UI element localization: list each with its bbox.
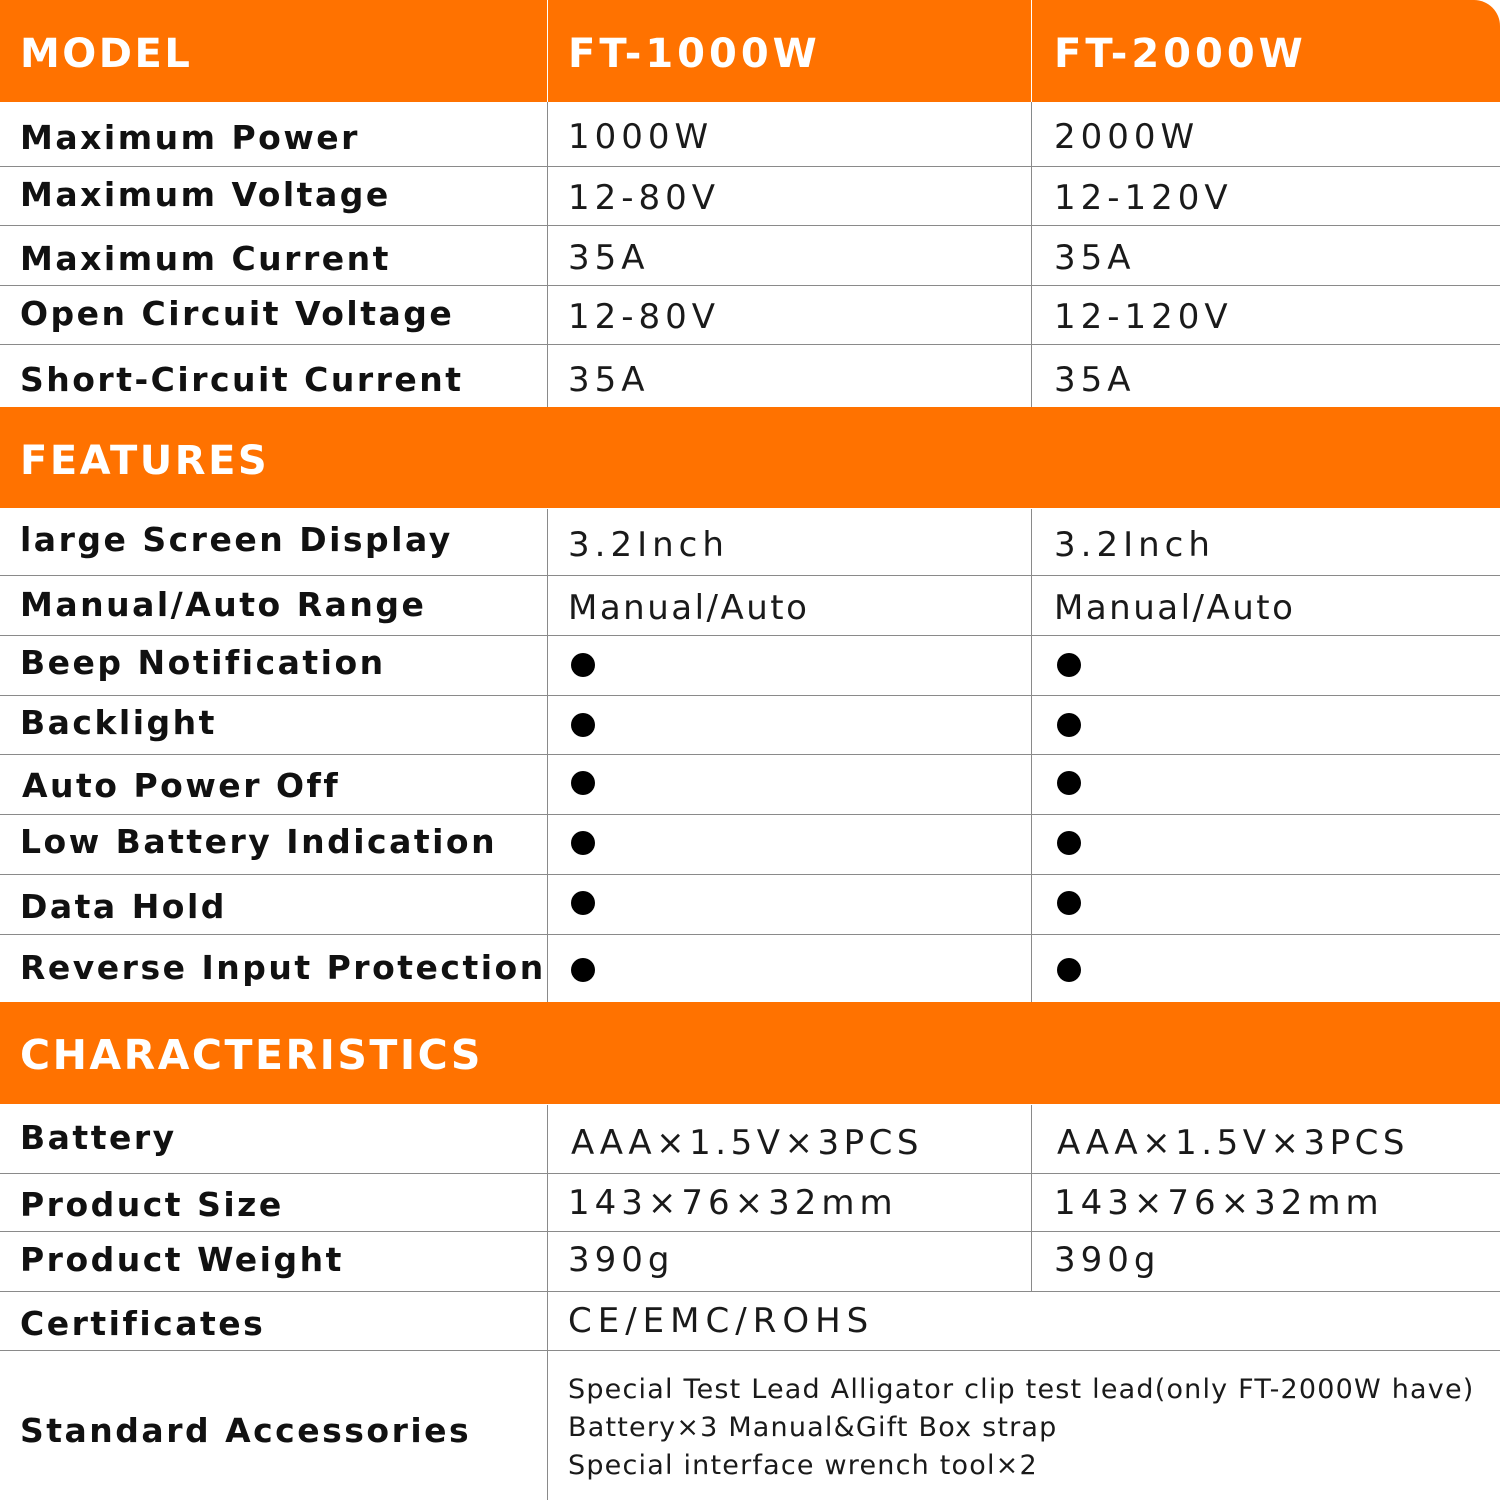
row-divider (0, 344, 1500, 345)
ft-2000w-supported-icon (1057, 958, 1081, 982)
model-header (0, 0, 1500, 102)
ft-1000w-value: 3.2Inch (568, 525, 729, 565)
row-label: Data Hold (20, 887, 227, 926)
row-label: Maximum Power (20, 118, 360, 157)
row-label: Short-Circuit Current (20, 360, 464, 399)
ft-2000w-supported-icon (1057, 653, 1081, 677)
row-label: Low Battery Indication (20, 822, 498, 861)
ft-2000w-supported-icon (1057, 713, 1081, 737)
spec-row (0, 102, 1500, 166)
characteristic-row (0, 1105, 1500, 1173)
row-divider (0, 575, 1500, 576)
column-divider (1031, 0, 1032, 102)
ft-2000w-value: 3.2Inch (1054, 525, 1215, 565)
feature-row (0, 696, 1500, 754)
row-label: Product Weight (20, 1240, 344, 1279)
accessories-line: Special Test Lead Alligator clip test lead(only FT-2000W have) (568, 1374, 1475, 1405)
ft-1000w-value: 12-80V (568, 178, 721, 218)
row-divider (0, 166, 1500, 167)
ft-1000w-supported-icon (571, 958, 595, 982)
row-label: Standard Accessories (20, 1411, 472, 1450)
row-label: Certificates (20, 1304, 266, 1343)
column-divider (547, 102, 548, 407)
ft-2000w-value: 390g (1054, 1240, 1161, 1280)
feature-row (0, 576, 1500, 635)
column-divider (1031, 102, 1032, 407)
characteristics-title: CHARACTERISTICS (20, 1031, 483, 1079)
ft-2000w-supported-icon (1057, 891, 1081, 915)
ft-1000w-supported-icon (571, 891, 595, 915)
ft-2000w-value: 35A (1054, 238, 1136, 278)
column-divider (1031, 1105, 1032, 1291)
row-label: large Screen Display (20, 520, 453, 559)
row-label: Maximum Voltage (20, 175, 391, 214)
row-divider (0, 285, 1500, 286)
row-label: Reverse Input Protection (20, 948, 546, 987)
row-divider (0, 225, 1500, 226)
model-ft-1000w-heading: FT-1000W (568, 31, 821, 77)
ft-1000w-supported-icon (571, 831, 595, 855)
row-label: Maximum Current (20, 239, 391, 278)
row-divider (0, 1350, 1500, 1351)
feature-row (0, 875, 1500, 934)
ft-2000w-supported-icon (1057, 771, 1081, 795)
row-label: Backlight (20, 703, 217, 742)
spec-row (0, 226, 1500, 285)
row-label: Beep Notification (20, 643, 386, 682)
row-divider (0, 635, 1500, 636)
characteristic-row (0, 1351, 1500, 1500)
ft-1000w-value: Manual/Auto (568, 588, 810, 628)
row-label: Product Size (20, 1185, 284, 1224)
ft-1000w-value: 1000W (568, 117, 714, 157)
ft-2000w-value: Manual/Auto (1054, 588, 1296, 628)
feature-row (0, 815, 1500, 874)
spec-row (0, 167, 1500, 225)
spec-row (0, 345, 1500, 407)
feature-row (0, 935, 1500, 1001)
ft-1000w-value: 143×76×32mm (568, 1183, 898, 1223)
ft-1000w-value: AAA×1.5V×3PCS (571, 1123, 923, 1163)
characteristic-row (0, 1292, 1500, 1350)
accessories-line: Battery×3 Manual&Gift Box strap (568, 1412, 1058, 1443)
column-divider (1031, 509, 1032, 1002)
row-divider (0, 934, 1500, 935)
features-title: FEATURES (20, 438, 270, 484)
features-header (0, 407, 1500, 508)
feature-row (0, 509, 1500, 575)
row-divider (0, 1231, 1500, 1232)
ft-2000w-value: 2000W (1054, 117, 1200, 157)
spec-row (0, 286, 1500, 344)
ft-1000w-supported-icon (571, 653, 595, 677)
row-divider (0, 1291, 1500, 1292)
characteristics-header (0, 1002, 1500, 1104)
row-divider (0, 1173, 1500, 1174)
row-divider (0, 754, 1500, 755)
accessories-line: Special interface wrench tool×2 (568, 1450, 1038, 1481)
feature-row (0, 636, 1500, 695)
row-divider (0, 695, 1500, 696)
row-label: Battery (20, 1118, 177, 1157)
model-header-label: MODEL (20, 31, 193, 77)
certificates-value: CE/EMC/ROHS (568, 1301, 875, 1341)
row-divider (0, 814, 1500, 815)
ft-1000w-value: 390g (568, 1240, 675, 1280)
characteristic-row (0, 1174, 1500, 1231)
ft-1000w-supported-icon (571, 771, 595, 795)
row-label: Manual/Auto Range (20, 585, 427, 624)
row-label: Open Circuit Voltage (20, 294, 455, 333)
ft-2000w-value: 35A (1054, 360, 1136, 400)
ft-2000w-value: AAA×1.5V×3PCS (1057, 1123, 1409, 1163)
ft-2000w-supported-icon (1057, 831, 1081, 855)
ft-2000w-value: 143×76×32mm (1054, 1183, 1384, 1223)
column-divider (547, 509, 548, 1002)
ft-1000w-value: 35A (568, 360, 650, 400)
characteristic-row (0, 1232, 1500, 1291)
model-ft-2000w-heading: FT-2000W (1054, 31, 1307, 77)
ft-2000w-value: 12-120V (1054, 297, 1233, 337)
column-divider (547, 1105, 548, 1500)
ft-1000w-value: 35A (568, 238, 650, 278)
feature-row (0, 755, 1500, 814)
row-label: Auto Power Off (22, 766, 341, 805)
ft-2000w-value: 12-120V (1054, 178, 1233, 218)
row-divider (0, 874, 1500, 875)
ft-1000w-supported-icon (571, 713, 595, 737)
ft-1000w-value: 12-80V (568, 297, 721, 337)
